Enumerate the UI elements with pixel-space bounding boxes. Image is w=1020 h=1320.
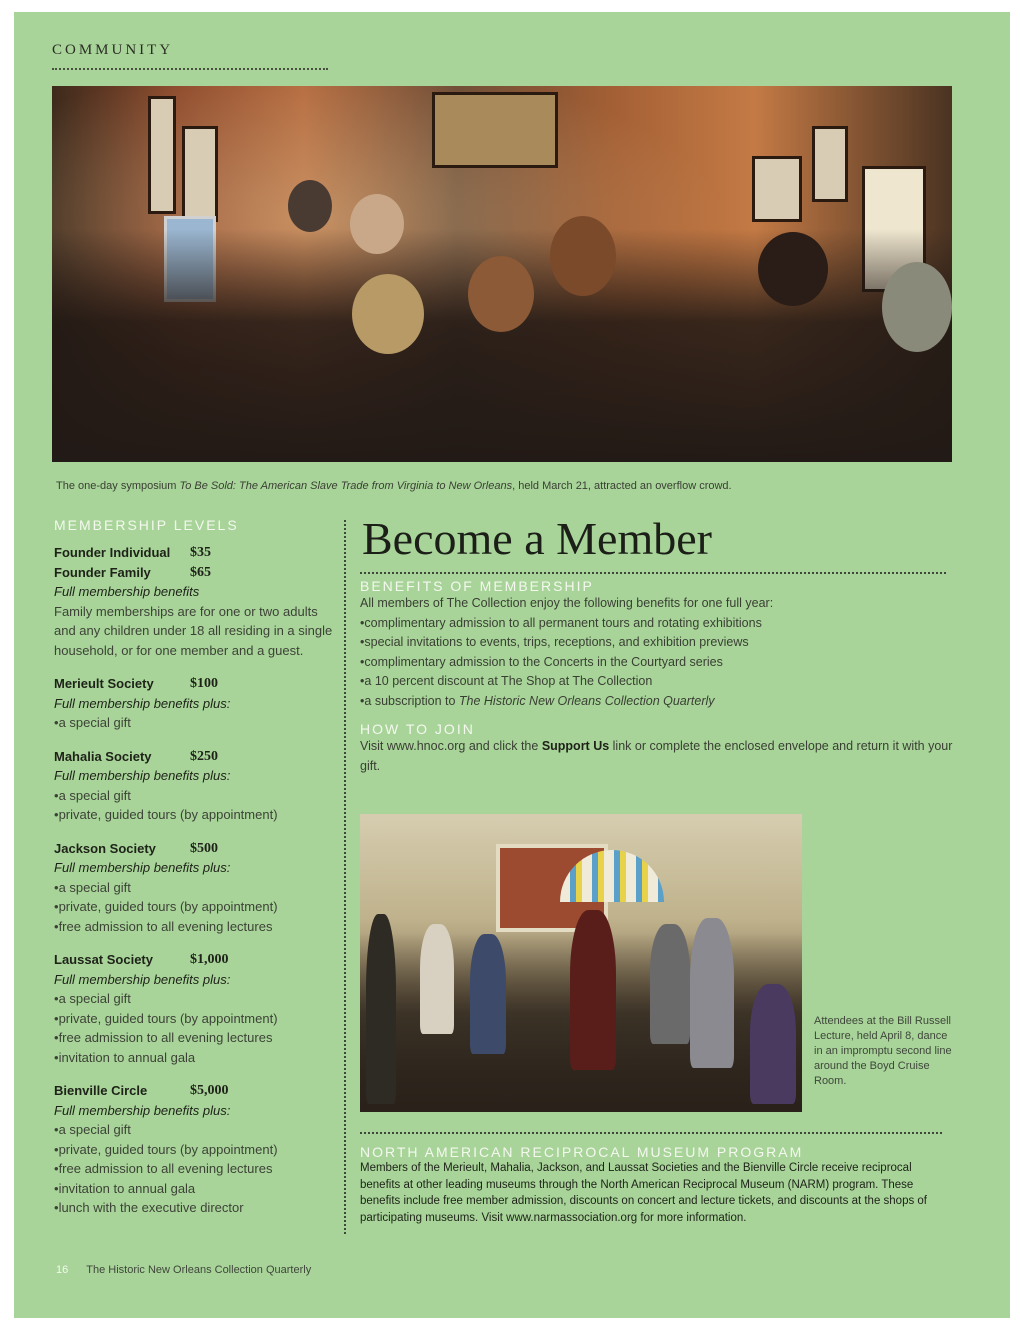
attendee <box>650 924 690 1044</box>
mahalia-level <box>54 747 336 825</box>
lecture-photo-caption: Attendees at the Bill Russell Lecture, held April 8, dance in an impromptu second line around the Boyd Cruise Room. <box>814 1015 952 1087</box>
visitor-head <box>350 194 404 254</box>
membership-levels-heading: MEMBERSHIP LEVELS <box>54 517 239 533</box>
benefit-item: • complimentary admission to all permanent tours and rotating exhibitions <box>360 614 964 634</box>
level-name: Merieult Society <box>54 676 154 691</box>
wall-panel <box>148 96 176 214</box>
level-price: $5,000 <box>190 1083 229 1098</box>
narm-divider <box>360 1132 942 1134</box>
level-price: $1,000 <box>190 952 229 967</box>
section-label: COMMUNITY <box>52 42 174 58</box>
benefits-label: Full membership benefits plus: <box>54 1102 231 1118</box>
benefit-item: • invitation to annual gala <box>54 1048 336 1068</box>
publication-title: The Historic New Orleans Collection Quarterly <box>458 693 715 708</box>
benefits-label: Full membership benefits plus: <box>54 860 231 875</box>
wall-frame <box>182 126 218 222</box>
benefits-label: Full membership benefits <box>54 584 200 599</box>
benefit-item: • private, guided tours (by appointment) <box>54 897 336 917</box>
benefit-item: • a 10 percent discount at The Shop at The Collection <box>360 672 964 692</box>
dancer <box>570 910 616 1070</box>
benefits-intro: All members of The Collection enjoy the following benefits for one full year: <box>360 596 774 610</box>
narm-section <box>360 1144 950 1226</box>
attendee <box>420 924 454 1034</box>
visitor-head <box>468 256 534 332</box>
benefits-label: Full membership benefits plus: <box>54 971 231 987</box>
laussat-level <box>54 950 336 1067</box>
benefit-item: • free admission to all evening lectures <box>54 1159 336 1179</box>
publication-name: The Historic New Orleans Collection Quarterly <box>86 1264 312 1276</box>
visitor-head <box>352 274 424 354</box>
level-name: Founder Individual <box>54 545 171 560</box>
caption-text: The one-day symposium <box>56 480 180 492</box>
level-row <box>54 839 336 859</box>
level-name: Founder Family <box>54 564 151 580</box>
level-name: Mahalia Society <box>54 748 152 764</box>
title-divider <box>360 572 946 574</box>
attendee <box>366 914 396 1104</box>
level-row <box>54 747 336 767</box>
benefit-item: • a special gift <box>54 786 336 806</box>
wall-frame <box>752 156 802 222</box>
visitor-head <box>550 216 616 296</box>
benefit-item: • invitation to annual gala <box>54 1179 336 1199</box>
benefit-item: • a special gift <box>54 1120 336 1140</box>
bienville-level <box>54 1081 336 1218</box>
benefit-item: • a special gift <box>54 713 336 733</box>
benefits-heading: BENEFITS OF MEMBERSHIP <box>360 578 594 594</box>
narm-heading: NORTH AMERICAN RECIPROCAL MUSEUM PROGRAM <box>360 1144 804 1160</box>
benefit-item: • private, guided tours (by appointment) <box>54 1140 336 1160</box>
visitor-head <box>758 232 828 306</box>
merieult-level <box>54 674 336 733</box>
benefit-item: • a special gift <box>54 878 336 898</box>
benefit-item: • complimentary admission to the Concerts in the Courtyard series <box>360 653 964 673</box>
level-name: Bienville Circle <box>54 1083 148 1098</box>
benefit-item: • free admission to all evening lectures <box>54 1028 336 1048</box>
jackson-level <box>54 839 336 937</box>
how-to-join-heading: HOW TO JOIN <box>360 721 475 737</box>
join-instructions <box>360 737 964 776</box>
level-row <box>54 543 336 563</box>
attendee <box>750 984 796 1104</box>
lecture-photo <box>360 814 802 1112</box>
level-price: $65 <box>190 564 211 580</box>
level-price: $500 <box>190 840 218 856</box>
benefit-item: • special invitations to events, trips, receptions, and exhibition previews <box>360 633 964 653</box>
membership-levels <box>54 517 336 1232</box>
level-row <box>54 1081 336 1101</box>
level-name: Jackson Society <box>54 840 156 856</box>
section-divider <box>52 68 328 70</box>
founder-description: Family memberships are for one or two adults and any children under 18 all residing in a single household, or for one member and a guest. <box>54 603 333 658</box>
level-price: $35 <box>190 545 211 560</box>
level-row <box>54 674 336 694</box>
page-title: Become a Member <box>362 513 712 564</box>
symposium-photo <box>52 86 952 462</box>
benefits-label: Full membership benefits plus: <box>54 695 231 711</box>
level-name: Laussat Society <box>54 952 153 967</box>
benefit-item: • free admission to all evening lectures <box>54 917 336 937</box>
benefit-item <box>360 692 964 712</box>
level-row <box>54 950 336 970</box>
top-photo-caption <box>56 480 956 492</box>
attendee <box>690 918 734 1068</box>
wall-painting <box>432 92 558 168</box>
benefit-item: • private, guided tours (by appointment) <box>54 805 336 825</box>
narm-text: Members of the Merieult, Mahalia, Jackson, and Laussat Societies and the Bienville Circle receive reciprocal benefits at other leading museums through the North American Reciprocal Museum (NARM) program. These benefits include free member admission, discounts on concert and lecture tickets, and discounts at the shops of participating museums. Visit www.narmassociation.org for more information. <box>360 1162 928 1224</box>
caption-text: , held March 21, attracted an overflow crowd. <box>512 480 732 492</box>
become-member-section <box>360 512 964 776</box>
benefits-label: Full membership benefits plus: <box>54 768 231 783</box>
wall-frame <box>812 126 848 202</box>
visitor-head <box>882 262 952 352</box>
benefit-text: a subscription to <box>364 693 459 708</box>
level-price: $250 <box>190 748 218 764</box>
join-text: link or complete the enclosed envelope and return it with your gift. <box>360 739 953 773</box>
page-number: 16 <box>56 1264 69 1276</box>
attendee <box>470 934 506 1054</box>
caption-event-title: To Be Sold: The American Slave Trade from Virginia to New Orleans <box>179 480 513 492</box>
benefit-item: • a special gift <box>54 989 336 1009</box>
magazine-page <box>14 12 1010 1318</box>
support-us-link[interactable]: Support Us <box>541 739 610 753</box>
level-price: $100 <box>190 676 218 691</box>
founder-level <box>54 543 336 660</box>
join-text: Visit www.hnoc.org and click the <box>360 739 542 753</box>
visitor-head <box>288 180 332 232</box>
benefit-item: • private, guided tours (by appointment) <box>54 1009 336 1029</box>
benefit-item: • lunch with the executive director <box>54 1198 336 1218</box>
level-row <box>54 563 336 583</box>
column-divider <box>344 520 346 1234</box>
page-footer <box>56 1264 311 1276</box>
